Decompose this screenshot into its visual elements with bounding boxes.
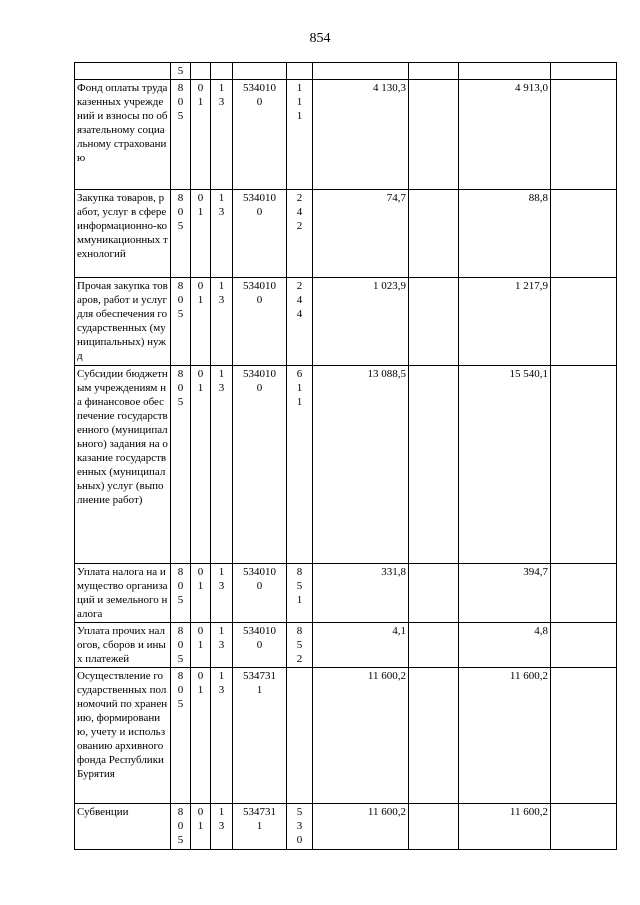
empty-cell	[551, 63, 617, 80]
amount-year-1: 74,7	[313, 190, 409, 278]
section-code: 0 1	[191, 804, 211, 850]
empty-cell	[551, 564, 617, 623]
expense-type-code: 6 1 1	[287, 366, 313, 564]
empty-cell	[551, 80, 617, 190]
section-code: 0 1	[191, 668, 211, 804]
amount-year-2: 11 600,2	[459, 804, 551, 850]
empty-cell	[551, 804, 617, 850]
table-row	[75, 564, 617, 623]
expense-type-code: 1 1 1	[287, 80, 313, 190]
empty-cell	[409, 278, 459, 366]
section-code: 0 1	[191, 80, 211, 190]
section-code: 0 1	[191, 366, 211, 564]
item-name: Уплата налога на имущество организаций и земельного налога	[75, 564, 171, 623]
subsection-code: 1 3	[211, 366, 233, 564]
empty-cell	[409, 80, 459, 190]
amount-year-2: 88,8	[459, 190, 551, 278]
empty-cell	[409, 668, 459, 804]
amount-year-2: 1 217,9	[459, 278, 551, 366]
target-article-code: 534731 1	[233, 804, 287, 850]
item-name: Прочая закупка товаров, работ и услуг для обеспечения государственных (муниципальных) нужд	[75, 278, 171, 366]
item-name: Осуществление государственных полномочий по хранению, формированию, учету и использованию архивного фонда Республики Бурятия	[75, 668, 171, 804]
amount-year-1: 11 600,2	[313, 668, 409, 804]
subsection-code: 1 3	[211, 564, 233, 623]
empty-cell	[551, 366, 617, 564]
amount-year-1: 331,8	[313, 564, 409, 623]
ved-code: 8 0 5	[171, 804, 191, 850]
subsection-code	[211, 63, 233, 80]
expense-type-code: 2 4 4	[287, 278, 313, 366]
table-row	[75, 804, 617, 850]
section-code	[191, 63, 211, 80]
ved-code: 5	[171, 63, 191, 80]
item-name: Закупка товаров, работ, услуг в сфере информационно-коммуникационных технологий	[75, 190, 171, 278]
empty-cell	[551, 278, 617, 366]
amount-year-1	[313, 63, 409, 80]
empty-cell	[551, 668, 617, 804]
table-row	[75, 668, 617, 804]
target-article-code: 534010 0	[233, 366, 287, 564]
ved-code: 8 0 5	[171, 668, 191, 804]
table-row	[75, 80, 617, 190]
expense-type-code	[287, 63, 313, 80]
ved-code: 8 0 5	[171, 80, 191, 190]
subsection-code: 1 3	[211, 804, 233, 850]
amount-year-2	[459, 63, 551, 80]
amount-year-1: 1 023,9	[313, 278, 409, 366]
item-name	[75, 63, 171, 80]
ved-code: 8 0 5	[171, 278, 191, 366]
ved-code: 8 0 5	[171, 564, 191, 623]
section-code: 0 1	[191, 623, 211, 668]
amount-year-2: 15 540,1	[459, 366, 551, 564]
amount-year-2: 4 913,0	[459, 80, 551, 190]
amount-year-2: 4,8	[459, 623, 551, 668]
item-name: Фонд оплаты труда казенных учреждений и взносы по обязательному социальному страхованию	[75, 80, 171, 190]
table-row	[75, 278, 617, 366]
section-code: 0 1	[191, 564, 211, 623]
empty-cell	[551, 190, 617, 278]
amount-year-1: 4,1	[313, 623, 409, 668]
budget-table	[74, 62, 617, 850]
target-article-code: 534731 1	[233, 668, 287, 804]
target-article-code: 534010 0	[233, 623, 287, 668]
ved-code: 8 0 5	[171, 190, 191, 278]
table-row	[75, 623, 617, 668]
subsection-code: 1 3	[211, 190, 233, 278]
empty-cell	[551, 623, 617, 668]
empty-cell	[409, 564, 459, 623]
subsection-code: 1 3	[211, 278, 233, 366]
target-article-code: 534010 0	[233, 190, 287, 278]
target-article-code: 534010 0	[233, 80, 287, 190]
page-number: 854	[309, 31, 331, 46]
subsection-code: 1 3	[211, 80, 233, 190]
expense-type-code: 8 5 1	[287, 564, 313, 623]
amount-year-1: 11 600,2	[313, 804, 409, 850]
table-row	[75, 190, 617, 278]
expense-type-code	[287, 668, 313, 804]
empty-cell	[409, 804, 459, 850]
target-article-code	[233, 63, 287, 80]
item-name: Уплата прочих налогов, сборов и иных платежей	[75, 623, 171, 668]
target-article-code: 534010 0	[233, 564, 287, 623]
empty-cell	[409, 190, 459, 278]
table-row	[75, 63, 617, 80]
amount-year-2: 11 600,2	[459, 668, 551, 804]
expense-type-code: 8 5 2	[287, 623, 313, 668]
item-name: Субвенции	[75, 804, 171, 850]
section-code: 0 1	[191, 190, 211, 278]
section-code: 0 1	[191, 278, 211, 366]
amount-year-2: 394,7	[459, 564, 551, 623]
table-row	[75, 366, 617, 564]
item-name: Субсидии бюджетным учреждениям на финансовое обеспечение государственного (муниципального) задания на оказание государственных (муниципальных) услуг (выполнение работ)	[75, 366, 171, 564]
amount-year-1: 4 130,3	[313, 80, 409, 190]
subsection-code: 1 3	[211, 623, 233, 668]
ved-code: 8 0 5	[171, 366, 191, 564]
subsection-code: 1 3	[211, 668, 233, 804]
expense-type-code: 5 3 0	[287, 804, 313, 850]
target-article-code: 534010 0	[233, 278, 287, 366]
expense-type-code: 2 4 2	[287, 190, 313, 278]
empty-cell	[409, 623, 459, 668]
amount-year-1: 13 088,5	[313, 366, 409, 564]
empty-cell	[409, 63, 459, 80]
empty-cell	[409, 366, 459, 564]
ved-code: 8 0 5	[171, 623, 191, 668]
